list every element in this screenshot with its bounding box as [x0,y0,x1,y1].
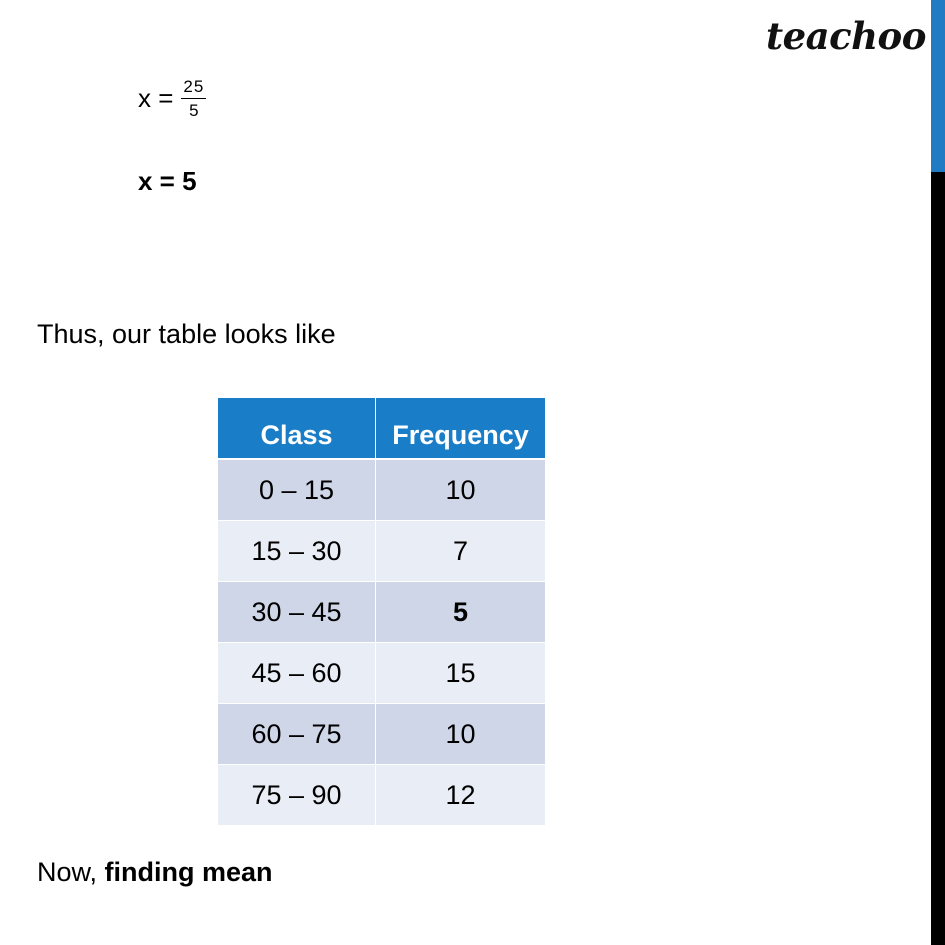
class-cell: 15 – 30 [218,521,376,582]
frequency-cell: 7 [376,521,546,582]
side-scroll-bar [931,0,945,945]
outro-prefix: Now, [37,857,105,887]
table-row [218,459,546,521]
side-bar-accent [931,0,945,172]
table-row [218,643,546,704]
outro-emphasis: finding mean [104,857,273,887]
frequency-cell: 10 [376,704,546,765]
fraction-numerator: 25 [181,78,206,99]
fraction [181,78,206,119]
intro-text: Thus, our table looks like [37,319,336,349]
fraction-denominator: 5 [189,101,199,120]
class-cell: 75 – 90 [218,765,376,826]
class-cell: 45 – 60 [218,643,376,704]
frequency-table [217,397,546,826]
table-row [218,582,546,643]
header-frequency: Frequency [376,398,546,460]
table-row [218,704,546,765]
frequency-cell: 15 [376,643,546,704]
equation-line [138,78,206,119]
outro-text [37,857,273,888]
header-class: Class [218,398,376,460]
equation-result: x = 5 [138,166,197,196]
class-cell: 0 – 15 [218,459,376,521]
frequency-cell: 10 [376,459,546,521]
table-row [218,521,546,582]
class-cell: 30 – 45 [218,582,376,643]
teachoo-logo: teachoo [766,14,926,58]
class-cell: 60 – 75 [218,704,376,765]
frequency-cell: 12 [376,765,546,826]
table-header-row [218,398,546,460]
table-row [218,765,546,826]
frequency-cell-highlighted: 5 [376,582,546,643]
equation-lhs: x = [138,83,174,113]
